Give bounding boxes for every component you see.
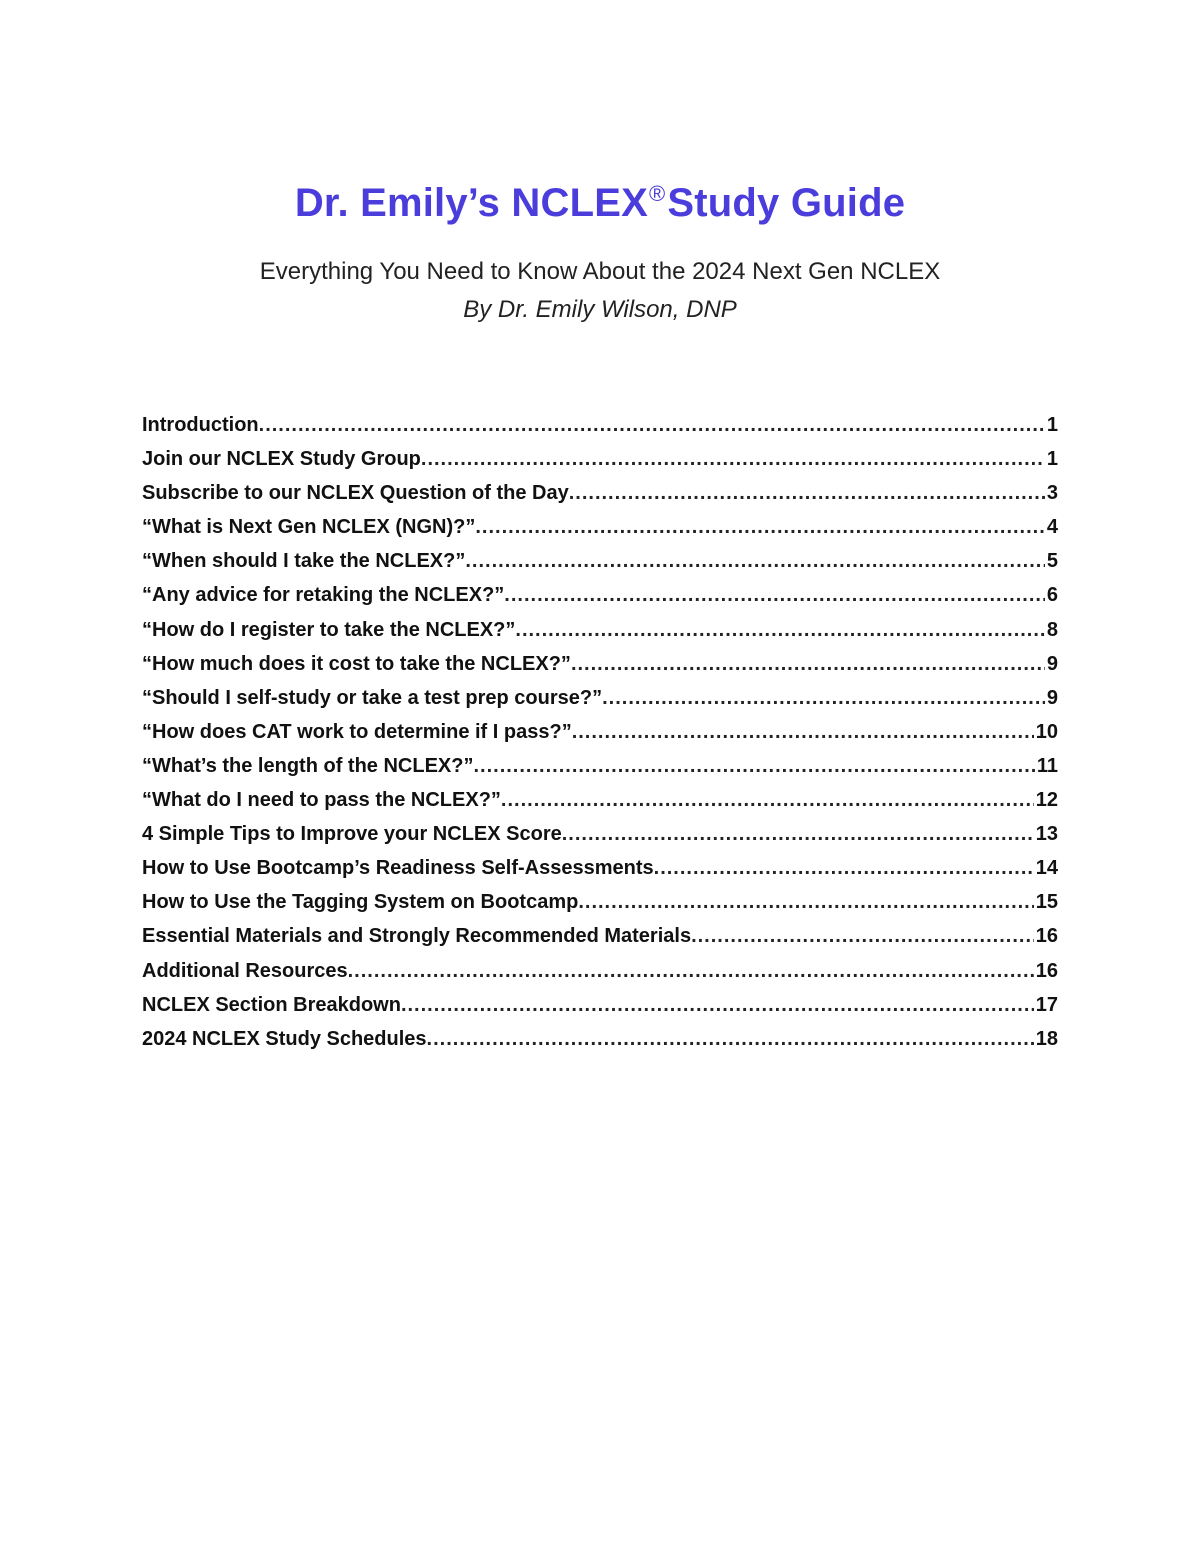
toc-entry-label: Subscribe to our NCLEX Question of the Day (142, 482, 569, 505)
toc-entry-page-number: 3 (1046, 482, 1058, 505)
toc-entry-label: Additional Resources (142, 959, 348, 982)
subtitle: Everything You Need to Know About the 2024 Next Gen NCLEX (259, 258, 941, 285)
toc-entry-page-number: 14 (1035, 857, 1058, 880)
toc-entry[interactable] (142, 721, 1058, 755)
toc-entry[interactable] (142, 1028, 1058, 1062)
toc-entry-label: 4 Simple Tips to Improve your NCLEX Score (142, 823, 562, 846)
toc-entry-page-number: 11 (1036, 754, 1058, 777)
toc-entry-page-number: 1 (1046, 414, 1058, 436)
toc-entry-page-number: 4 (1046, 516, 1058, 539)
toc-entry-page-number: 9 (1046, 686, 1058, 709)
toc-entry-label: Join our NCLEX Study Group (142, 448, 421, 471)
table-of-contents (142, 414, 1058, 1062)
toc-entry-label: Introduction (142, 414, 259, 436)
toc-entry-page-number: 5 (1046, 550, 1058, 573)
toc-dot-leader (571, 653, 1045, 676)
author-byline: By Dr. Emily Wilson, DNP (463, 296, 737, 323)
toc-entry-page-number: 16 (1035, 925, 1058, 948)
toc-dot-leader (401, 994, 1034, 1017)
toc-entry-page-number: 13 (1035, 823, 1058, 846)
toc-entry-label: NCLEX Section Breakdown (142, 993, 401, 1016)
toc-entry-label: Essential Materials and Strongly Recommended Materials (142, 925, 692, 948)
toc-dot-leader (427, 1028, 1034, 1051)
toc-entry-label: How to Use Bootcamp’s Readiness Self-Assessments (142, 857, 654, 880)
toc-dot-leader (515, 619, 1044, 642)
toc-dot-leader (504, 584, 1045, 607)
toc-entry-label: 2024 NCLEX Study Schedules (142, 1027, 427, 1050)
toc-entry-page-number: 1 (1046, 448, 1058, 471)
toc-entry[interactable] (142, 584, 1058, 618)
toc-entry-label: “What’s the length of the NCLEX?” (142, 754, 474, 777)
toc-entry[interactable] (142, 925, 1058, 959)
toc-entry[interactable] (142, 823, 1058, 857)
toc-dot-leader (473, 755, 1034, 778)
toc-entry[interactable] (142, 550, 1058, 584)
toc-dot-leader (691, 925, 1034, 948)
title-main: Dr. Emily’s NCLEX (294, 181, 648, 225)
toc-dot-leader (348, 960, 1034, 983)
toc-entry-label: “How do I register to take the NCLEX?” (142, 618, 516, 641)
toc-dot-leader (572, 721, 1034, 744)
toc-entry-page-number: 12 (1035, 789, 1058, 812)
toc-dot-leader (465, 550, 1045, 573)
toc-entry-label: “What is Next Gen NCLEX (NGN)?” (142, 516, 476, 539)
toc-entry[interactable] (142, 653, 1058, 687)
toc-entry[interactable] (142, 857, 1058, 891)
toc-dot-leader (654, 857, 1034, 880)
toc-entry[interactable] (142, 960, 1058, 994)
toc-entry-label: “How much does it cost to take the NCLEX?” (142, 652, 571, 675)
toc-entry-page-number: 10 (1035, 720, 1058, 743)
toc-entry-label: “Should I self-study or take a test prep course?” (142, 686, 603, 709)
toc-entry[interactable] (142, 448, 1058, 482)
toc-entry-label: “How does CAT work to determine if I pass?” (142, 720, 572, 743)
registered-mark: ® (648, 181, 666, 206)
toc-entry-label: “What do I need to pass the NCLEX?” (142, 789, 501, 812)
page-title (0, 168, 1200, 229)
toc-entry-page-number: 6 (1046, 584, 1058, 607)
toc-dot-leader (475, 516, 1045, 539)
title-suffix: Study Guide (667, 181, 906, 225)
toc-entry[interactable] (142, 755, 1058, 789)
toc-dot-leader (569, 482, 1045, 505)
toc-entry[interactable] (142, 994, 1058, 1028)
toc-entry[interactable] (142, 414, 1058, 448)
toc-entry-page-number: 17 (1035, 993, 1058, 1016)
toc-entry-page-number: 15 (1035, 891, 1058, 914)
toc-entry[interactable] (142, 482, 1058, 516)
toc-entry-page-number: 16 (1035, 959, 1058, 982)
toc-entry-page-number: 18 (1035, 1027, 1058, 1050)
toc-entry-label: How to Use the Tagging System on Bootcamp (142, 891, 579, 914)
toc-entry[interactable] (142, 619, 1058, 653)
toc-entry-page-number: 9 (1046, 652, 1058, 675)
toc-entry-label: “Any advice for retaking the NCLEX?” (142, 584, 505, 607)
toc-dot-leader (562, 823, 1034, 846)
toc-entry[interactable] (142, 687, 1058, 721)
toc-entry-label: “When should I take the NCLEX?” (142, 550, 466, 573)
toc-dot-leader (501, 789, 1034, 812)
toc-dot-leader (421, 448, 1045, 471)
toc-entry[interactable] (142, 789, 1058, 823)
toc-entry[interactable] (142, 516, 1058, 550)
toc-entry[interactable] (142, 891, 1058, 925)
toc-dot-leader (259, 414, 1045, 437)
toc-dot-leader (578, 891, 1033, 914)
toc-dot-leader (602, 687, 1045, 710)
toc-entry-page-number: 8 (1046, 618, 1058, 641)
